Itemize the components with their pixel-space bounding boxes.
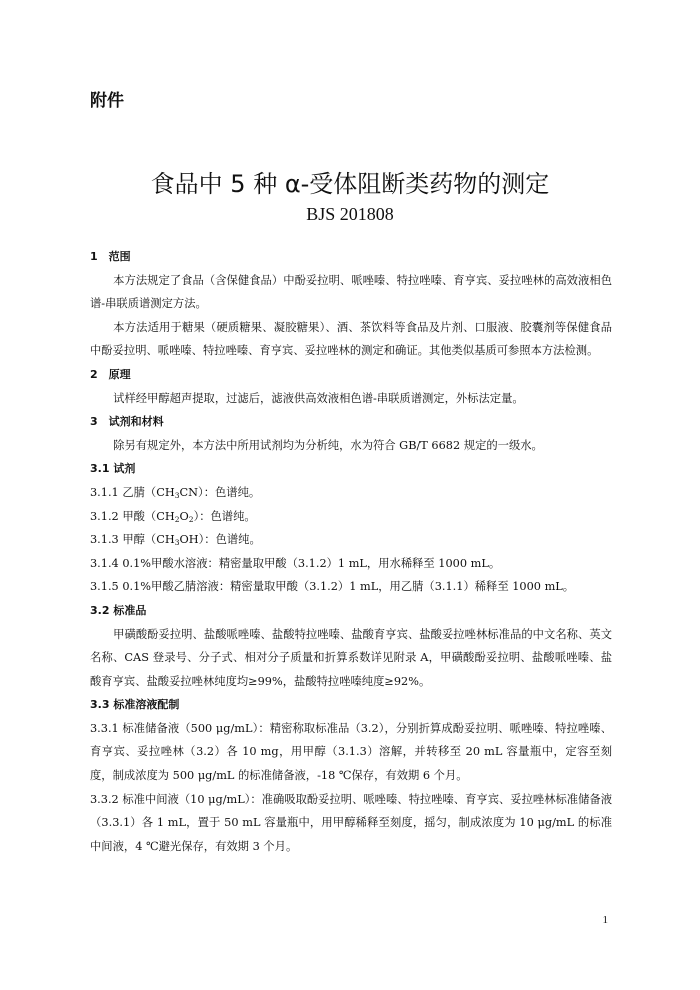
item-3-3-1: 3.3.1 标准储备液（500 μg/mL）：精密称取标准品（3.2），分别折算成酚妥拉明、哌唑嗪、特拉唑嗪、育亨宾、妥拉唑林（3.2）各 10 mg，用甲醇（3.1.3）溶解，并转移至 20 mL 容量瓶中，定容至刻度，制成浓度为 500 μg/mL 的标准储备液，-18 ℃保存，有效期 6 个月。	[90, 721, 612, 783]
section-1-heading: 1 范围	[90, 250, 131, 263]
section-2-heading: 2 原理	[90, 367, 131, 381]
annex-label: 附件	[90, 91, 124, 111]
item-3-3-2: 3.3.2 标准中间液（10 μg/mL）：准确吸取酚妥拉明、哌唑嗪、特拉唑嗪、育亨宾、妥拉唑林标准储备液（3.3.1）各 1 mL，置于 50 mL 容量瓶中，用甲醇稀释至刻度，摇匀，制成浓度为 10 μg/mL 的标准中间液，4 ℃避光保存，有效期 3 个月。	[90, 792, 612, 853]
section-1-paragraph-1: 本方法规定了食品（含保健食品）中酚妥拉明、哌唑嗪、特拉唑嗪、育亨宾、妥拉唑林的高效液相色谱-串联质谱测定方法。	[90, 273, 612, 311]
section-3-1-heading: 3.1 试剂	[90, 462, 136, 476]
section-3-paragraph-1: 除另有规定外，本方法中所用试剂均为分析纯，水为符合 GB/T 6682 规定的一级水。	[113, 438, 543, 452]
section-3-2-paragraph-1: 甲磺酸酚妥拉明、盐酸哌唑嗪、盐酸特拉唑嗪、盐酸育亨宾、盐酸妥拉唑林标准品的中文名称、英文名称、CAS 登录号、分子式、相对分子质量和折算系数详见附录 A，甲磺酸酚妥拉明、盐酸哌唑嗪、盐酸育亨宾、盐酸妥拉唑林纯度均≥99%，盐酸特拉唑嗪纯度≥92%。	[90, 627, 612, 688]
section-2-paragraph-1: 试样经甲醇超声提取，过滤后，滤液供高效液相色谱-串联质谱测定，外标法定量。	[113, 391, 524, 405]
section-3-2-heading: 3.2 标准品	[90, 603, 147, 617]
item-3-1-4: 3.1.4 0.1%甲酸水溶液：精密量取甲酸（3.1.2）1 mL，用水稀释至 1000 mL。	[90, 556, 501, 570]
standard-code: BJS 201808	[306, 204, 394, 224]
document-body	[90, 245, 612, 858]
section-3-heading: 3 试剂和材料	[90, 415, 164, 429]
item-3-1-1: 3.1.1 乙腈$(CH_3CN)$：色谱纯。	[90, 485, 261, 500]
section-1-paragraph-2: 本方法适用于糖果（硬质糖果、凝胶糖果）、酒、茶饮料等食品及片剂、口服液、胶囊剂等保健食品中酚妥拉明、哌唑嗪、特拉唑嗪、育亨宾、妥拉唑林的测定和确证。其他类似基质可参照本方法检测。	[90, 320, 612, 358]
item-3-1-5: 3.1.5 0.1%甲酸乙腈溶液：精密量取甲酸（3.1.2）1 mL，用乙腈（3.1.1）稀释至 1000 mL。	[90, 580, 575, 594]
item-3-1-3: 3.1.3 甲醇$(CH_3OH)$：色谱纯。	[90, 533, 261, 548]
item-3-1-2: 3.1.2 甲酸$(CH_2O_2)$：色谱纯。	[90, 509, 256, 524]
section-3-3-heading: 3.3 标准溶液配制	[90, 698, 180, 712]
page-number: 1	[602, 914, 608, 926]
document-title: 食品中 5 种 α-受体阻断类药物的测定	[150, 170, 550, 198]
